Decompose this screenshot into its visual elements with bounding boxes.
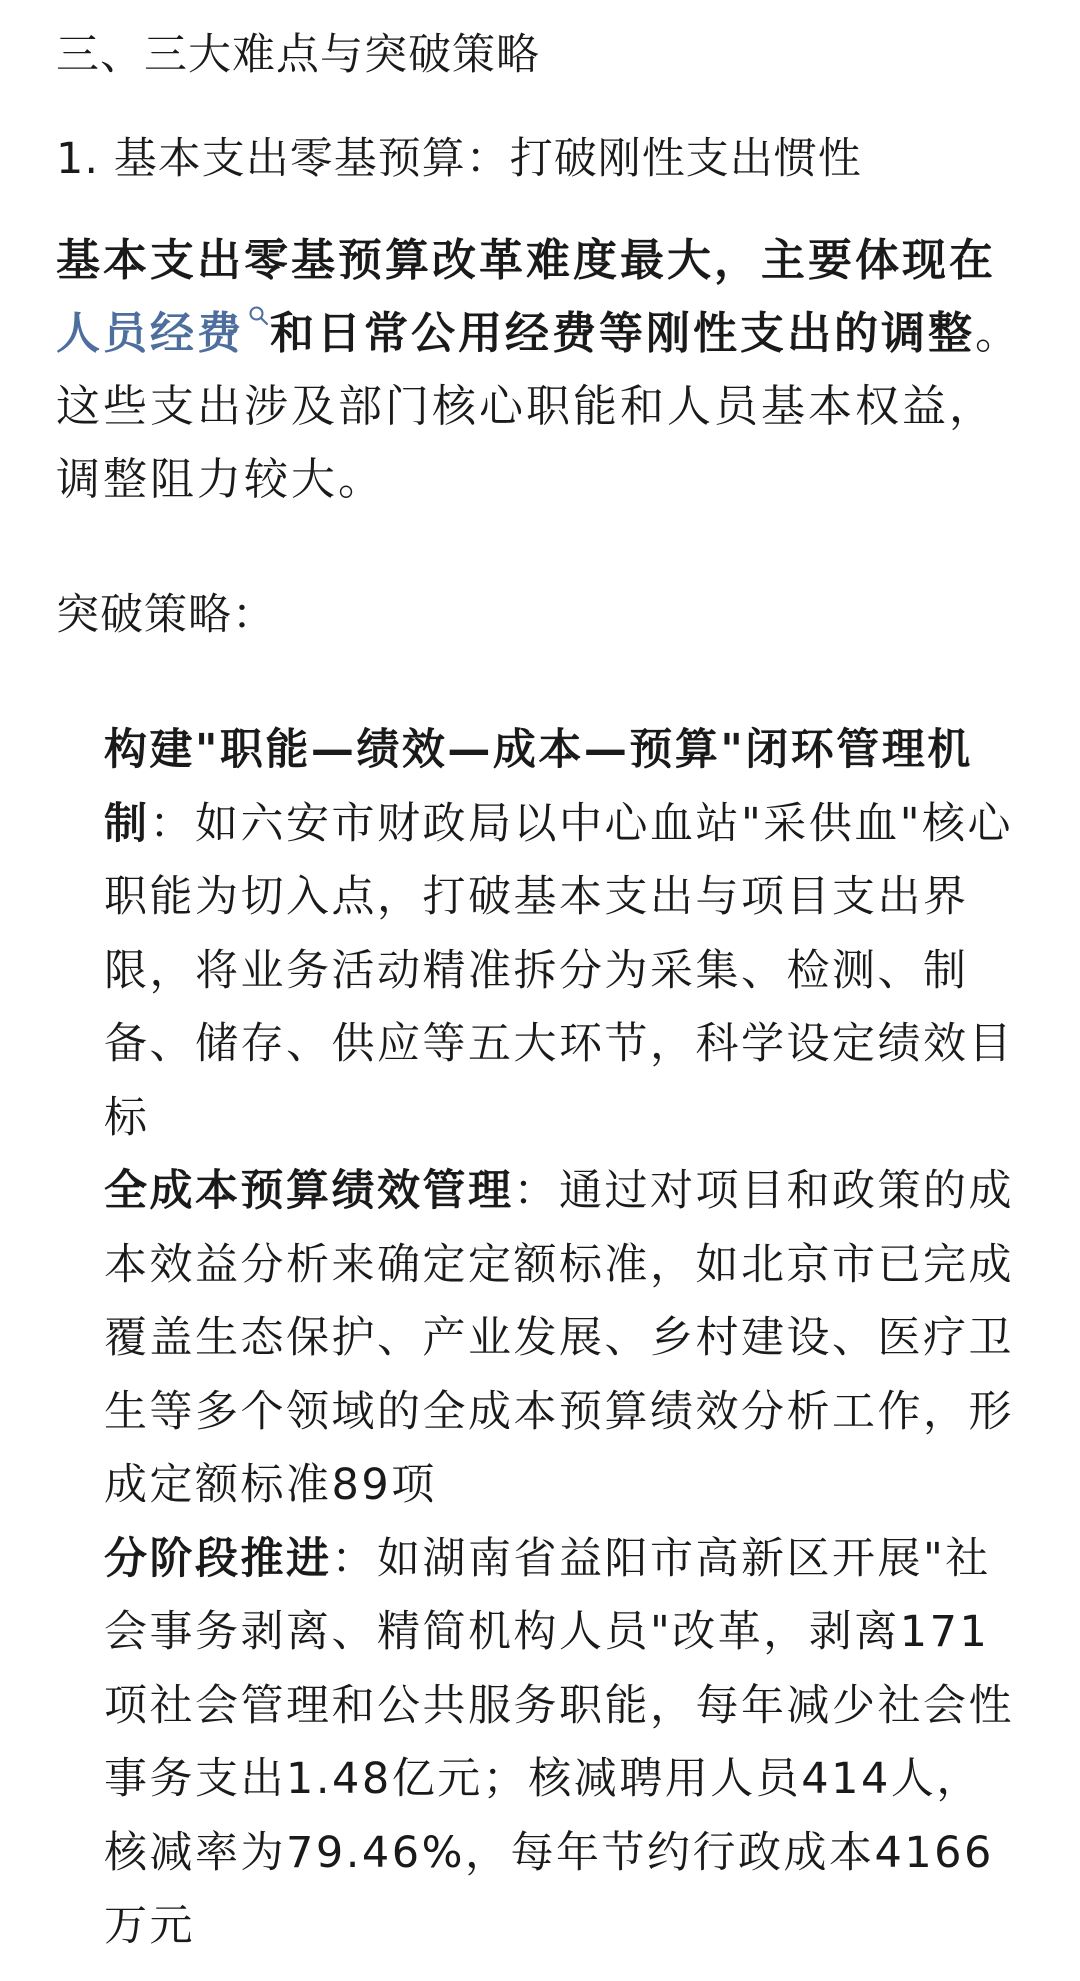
section-heading: 三、三大难点与突破策略 <box>56 30 540 80</box>
strategy-item-text: ：如湖南省益阳市高新区开展"社会事务剥离、精简机构人员"改革，剥离171项社会管理和公共服务职能，每年减少社会性事务支出1.48亿元；核减聘用人员414人，核减率为79.46%，每年节约行政成本4166万元 <box>104 1533 1014 1951</box>
strategy-item-text: ：通过对项目和政策的成本效益分析来确定定额标准，如北京市已完成覆盖生态保护、产业发展、乡村建设、医疗卫生等多个领域的全成本预算绩效分析工作，形成定额标准89项 <box>104 1166 1014 1510</box>
strategy-item-title: 分阶段推进 <box>104 1533 332 1584</box>
strategy-item-text: ：如六安市财政局以中心血站"采供血"核心职能为切入点，打破基本支出与项目支出界限，将业务活动精准拆分为采集、检测、制备、储存、供应等五大环节，科学设定绩效目标 <box>104 798 1014 1143</box>
strategy-title: 突破策略： <box>56 590 276 640</box>
strategy-item <box>104 714 1024 1155</box>
strategy-list <box>56 714 1024 1964</box>
lead-plain-text: 。这些支出涉及部门核心职能和人员基本权益，调整阻力较大。 <box>56 308 1022 505</box>
lead-bold-intro: 基本支出零基预算改革难度最大，主要体现在 <box>56 235 996 286</box>
lead-paragraph <box>56 224 1024 516</box>
strategy-item-title: 构建"职能—绩效—成本—预算"闭环管理机制 <box>104 725 973 849</box>
strategy-item <box>104 1155 1024 1523</box>
keyword-link[interactable]: 人员经费 <box>56 308 244 359</box>
strategy-item-title: 全成本预算绩效管理 <box>104 1166 514 1216</box>
lead-bold-continuation: 和日常公用经费等刚性支出的调整 <box>270 308 975 359</box>
search-icon[interactable] <box>248 305 270 327</box>
strategy-item <box>104 1523 1024 1964</box>
subsection-heading: 1. 基本支出零基预算：打破刚性支出惯性 <box>56 134 862 184</box>
